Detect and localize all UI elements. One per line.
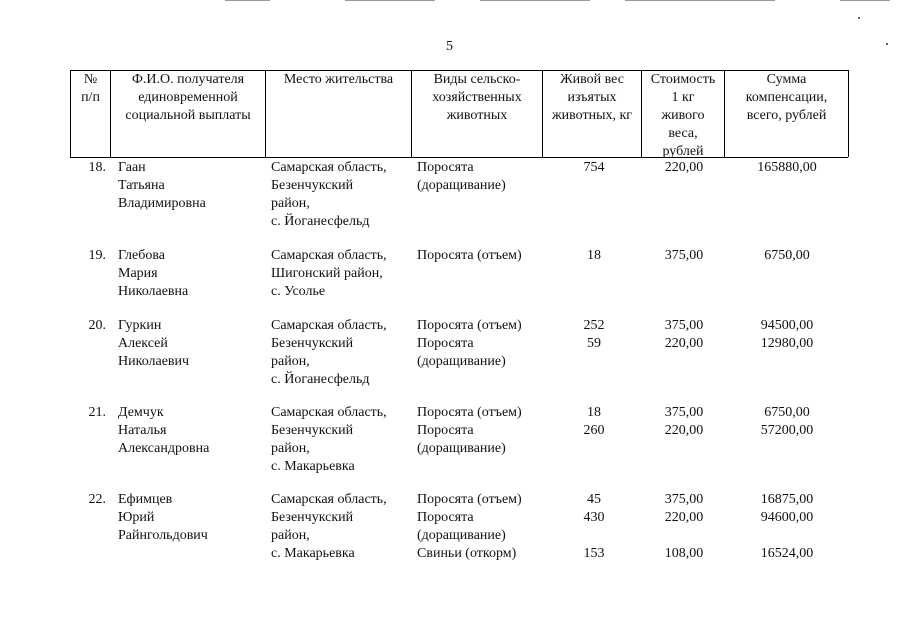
recipient-name: Глебова Мария Николаевна <box>118 248 189 299</box>
page-number: 5 <box>446 39 453 54</box>
compensation-sum: 165880,00 <box>757 160 817 175</box>
row-number: 20. <box>88 318 106 333</box>
residence: Самарская область, Безенчукский район, с. Макарьевка <box>271 492 387 561</box>
cost-per-kg: 220,00 <box>664 160 704 175</box>
recipient-name: Ефимцев Юрий Райнгольдович <box>118 492 208 543</box>
header-compensation-sum: Сумма компенсации, всего, рублей <box>745 72 828 123</box>
animal-type: Поросята (отъем) Поросята (доращивание) Свиньи (откорм) <box>417 492 522 561</box>
compensation-sum: 6750,00 57200,00 <box>760 405 814 438</box>
header-animal-type: Виды сельско- хозяйственных животных <box>432 72 522 123</box>
live-weight: 18 <box>587 248 601 263</box>
live-weight: 754 <box>583 160 605 175</box>
recipient-name: Гуркин Алексей Николаевич <box>118 318 190 369</box>
row-number: 22. <box>88 492 106 507</box>
scan-edge-line <box>840 0 890 1</box>
compensation-sum: 6750,00 <box>764 248 810 263</box>
scan-edge-line <box>480 0 590 1</box>
header-recipient-name: Ф.И.О. получателя единовременной социальной выплаты <box>125 72 251 123</box>
residence: Самарская область, Безенчукский район, с. Йоганесфельд <box>271 318 387 387</box>
residence: Самарская область, Безенчукский район, с. Макарьевка <box>271 405 387 474</box>
live-weight: 18 260 <box>583 405 605 438</box>
compensation-sum: 16875,00 94600,00 16524,00 <box>760 492 814 561</box>
animal-type: Поросята (отъем) Поросята (доращивание) <box>417 318 522 369</box>
header-live-weight: Живой вес изъятых животных, кг <box>551 72 633 123</box>
recipient-name: Демчук Наталья Александровна <box>118 405 210 456</box>
header-number: № п/п <box>81 72 100 105</box>
cost-per-kg: 375,00 220,00 <box>664 405 704 438</box>
cost-per-kg: 375,00 220,00 108,00 <box>664 492 704 561</box>
animal-type: Поросята (доращивание) <box>417 160 506 193</box>
header-residence: Место жительства <box>283 72 394 87</box>
cost-per-kg: 375,00 <box>664 248 704 263</box>
scan-edge-line <box>345 0 435 1</box>
column-divider <box>848 70 849 157</box>
cost-per-kg: 375,00 220,00 <box>664 318 704 351</box>
live-weight: 45 430 153 <box>583 492 605 561</box>
header-cost-per-kg: Стоимость 1 кг живого веса, рублей <box>650 72 716 159</box>
scan-edge-line <box>225 0 270 1</box>
live-weight: 252 59 <box>583 318 605 351</box>
scan-speck <box>886 43 888 45</box>
row-number: 19. <box>88 248 106 263</box>
recipient-name: Гаан Татьяна Владимировна <box>118 160 206 211</box>
scan-edge-line <box>625 0 775 1</box>
scan-speck <box>858 17 860 19</box>
row-number: 18. <box>88 160 106 175</box>
animal-type: Поросята (отъем) <box>417 248 522 263</box>
row-number: 21. <box>88 405 106 420</box>
residence: Самарская область, Шигонский район, с. Усолье <box>271 248 387 299</box>
compensation-sum: 94500,00 12980,00 <box>760 318 814 351</box>
animal-type: Поросята (отъем) Поросята (доращивание) <box>417 405 522 456</box>
residence: Самарская область, Безенчукский район, с. Йоганесфельд <box>271 160 387 229</box>
